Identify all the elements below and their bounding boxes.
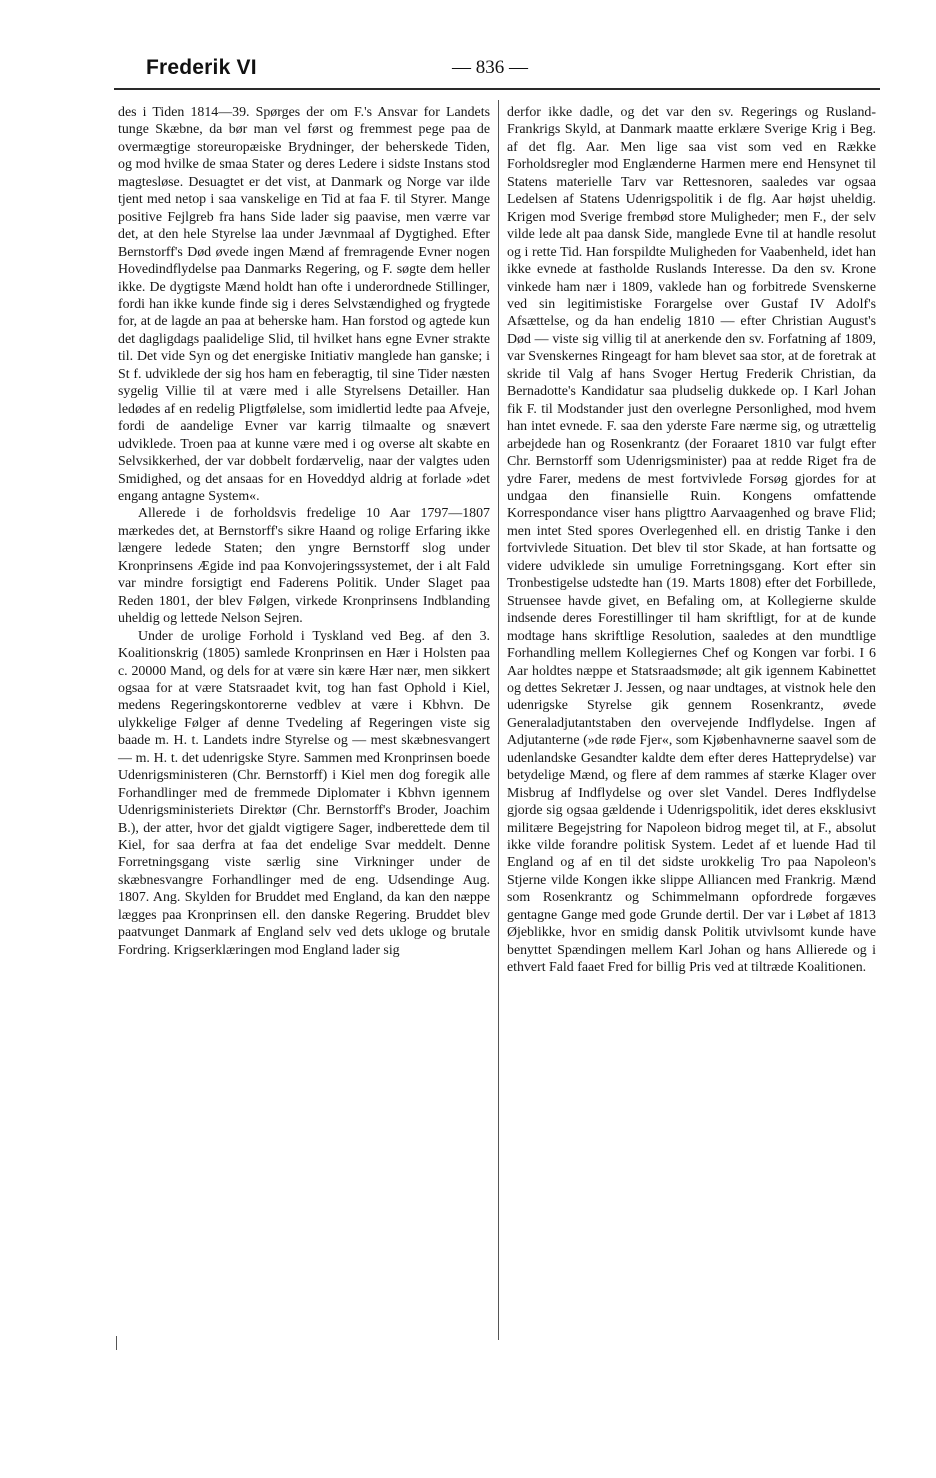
header-rule	[114, 88, 880, 90]
running-header	[0, 56, 936, 86]
paragraph: derfor ikke dadle, og det var den sv. Regerings og Rusland-Frankrigs Skyld, at Danmark maatte erklære Sverige Krig i Beg. af det flg. Aar. Men lige saa vist som ved en Række Forholdsregler mod Englænderne Harmen mere end Hensynet til Statens materielle Tarv var Rettesnoren, saaledes var ogsaa Ledelsen af Statens Udenrigspolitik i de flg. Aar højst uheldig. Krigen mod Sverige frembød store Muligheder; men F., der selv vilde lede alt paa dansk Side, manglede Evne til at handle resolut og i rette Tid. Han forspildte Muligheden for Vaabenheld, idet han ikke evnede at fastholde Ruslands Interesse. Da den sv. Krone vinkede ham nær i 1809, vaklede han og forbitrede Svenskerne ved sin legitimistiske Forargelse over Gustaf IV Adolf's Afsættelse, og da han endelig 1810 — efter Christian August's Død — viste sig villig til at anerkende den sv. Forfatning af 1809, var Svenskernes Ringeagt for ham blevet saa stor, at de foretrak at skride til Valg af hans Svoger Hertug Frederik Christian, da Bernadotte's Kandidatur saa pludselig dukkede op. I Karl Johan fik F. til Modstander just den overlegne Personlighed, mod hvem han intet evnede. F. saa den yderste Fare nærme sig, og utrættelig arbejdede han og Rosenkrantz (der Foraaret 1810 var fulgt efter Chr. Bernstorff som Udenrigsminister) paa at redde Riget fra de ydre Farer, medens de mest fortvivlede Forsøg gjordes for at undgaa den finansielle Ruin. Kongens omfattende Korrespondance viser hans pligttro Aarvaagenhed og brave Flid; men intet Sted spores Overlegenhed ell. en dristig Tanke i den fortvivlede Situation. Det blev til stor Skade, at han fortsatte og videre udviklede sin umulige Forretningsgang. Kort efter sin Tronbestigelse udstedte han (19. Marts 1808) efter det Forbillede, Struensee havde givet, en Befaling om, at Kollegierne skulde indsende deres Forestillinger til ham skriftligt, for at de kunde modtage hans skriftlige Resolution, saaledes at den mundtlige Forhandling mellem Kollegiernes Chef og Kongen var forbi. I 6 Aar holdtes næppe et Statsraadsmøde; alt gik igennem Kabinettet og dettes Sekretær J. Jessen, og naar undtages, at vistnok hele den udenrigske Styrelse gik gennem Rosenkrantz, øvede Generaladjutantstaben den overvejende Indflydelse. Ingen af Adjutanterne (»de røde Fjer«, som Kjøbenhavnerne saavel som de udenlandske Gesandter kaldte dem efter deres Hatteprydelse) var betydelige Mænd, og flere af dem rammes af stærke Klager over Misbrug af Indflydelse og over slet Vandel. Deres Indflydelse gjorde sig ogsaa gældende i Udenrigspolitik, idet deres eksklusivt militære Begejstring for Napoleon bidrog meget til, at F., absolut ikke vilde forandre politisk System. Ledet af et luende Had til England og af en til det sidste urokkelig Tro paa Napoleon's Stjerne vilde Kongen ikke slippe Alliancen med Frankrig. Mænd som Rosenkrantz og Schimmelmann opfordrede forgæves gentagne Gange med gode Grunde dertil. Der var i Løbet af 1813 Øjeblikke, hvor en smidig dansk Politik utvivlsomt kunde have benyttet Spændingen mellem Karl Johan og hans Allierede og i ethvert Fald faaet Fred for billig Pris ved at tiltræde Koalitionen.	[507, 105, 876, 976]
paragraph: des i Tiden 1814—39. Spørges der om F.'s Ansvar for Landets tunge Skæbne, da bør man vel først og fremmest pege paa de overmægtige storeuropæiske Brydninger, der beherskede Tiden, og mod hvilke de smaa Stater og deres Ledere i sidste Instans stod magtesløse. Desuagtet er det vist, at Danmark og Norge var ilde tjent med netop i saa vanskelige en Tid at faa F. til Styrer. Mange positive Fejlgreb fra hans Side lader sig paavise, men værre var det, at den hele Styrelse laa under Jævnmaal af Dygtighed. Efter Bernstorff's Død øvede ingen Mænd af fremragende Evner nogen Hovedindflydelse paa Danmarks Regering, og F. søgte dem heller ikke. De dygtigste Mænd holdt han ofte i underordnede Stillinger, fordi han ikke kunde finde sig i deres Selvstændighed og frygtede for, at de lagde an paa at beherske ham. Han forstod og agtede kun det dagligdags paalidelige Slid, til hvilket hans egne Evner strakte til. Det vide Syn og det energiske Initiativ manglede han ganske; i St f. udviklede der sig hos ham en feberagtig, til sine Tider næsten sygelig Villie til at være med i alle Styrelsens Detailler. Han ledødes af en redelig Pligtfølelse, som imidlertid ledte paa Afveje, fordi de aandelige Evner var karrig tilmaalte og snævert udviklede. Troen paa at kunne være med i og overse alt skabte en Selvsikkerhed, der var dobbelt fordærvelig, naar der valgtes uden Smidighed, og det ansaas for en Hoveddyd aldrig at forlade »det engang antagne System«.	[118, 105, 490, 504]
column-divider	[498, 100, 499, 1340]
header-title: Frederik VI	[146, 56, 257, 79]
paragraph: Allerede i de forholdsvis fredelige 10 Aar 1797—1807 mærkedes det, at Bernstorff's sikre Haand og rolige Erfaring ikke længere ledede Staten; den yngre Bernstorff slog under Kronprinsens Ægide ind paa Konvojeringssystemet, der i alt Fald var mindre forsigtigt end Faderens Politik. Under Slaget paa Reden 1801, der blev Følgen, virkede Kronprinsens Indblanding uheldig og lettede Nelson Sejren.	[118, 506, 490, 627]
paragraph: Under de urolige Forhold i Tyskland ved Beg. af den 3. Koalitionskrig (1805) samlede Kronprinsen en Hær i Holsten paa c. 20000 Mand, og dels for at være sin kære Hær nær, men sikkert ogsaa for at være Statsraadet kvit, tog han fast Ophold i Kiel, medens Regeringskontorerne vedblev at være i Kbhvn. De ulykkelige Følger af denne Tvedeling af Regeringen viste sig baade m. H. t. Landets indre Styrelse og — mest skæbnesvangert — m. H. t. det udenrigske Styre. Sammen med Kronprinsen boede Udenrigsministeren (Chr. Bernstorff) i Kiel men dog foregik alle Forhandlinger med de fremmede Diplomater i Kbhvn igennem Udenrigsministeriets Direktør (Chr. Bernstorff's Broder, Joachim B.), der atter, hvor det gjaldt vigtigere Sager, indberettede dem til Kiel, for saa derfra at faa det endelige Svar meddelt. Denne Forretningsgang viste særlig sine Virkninger under de skæbnesvangre Forhandlinger med de eng. Udsendinge Aug. 1807. Ang. Skylden for Bruddet med England, da kan den næppe lægges paa Kronprinsen ell. den danske Regering. Bruddet blev paatvunget Danmark af England selv ved dets ukloge og brutale Fordring. Krigserklæringen mod England lader sig	[118, 628, 490, 958]
right-column	[507, 104, 876, 977]
page-number: — 836 —	[452, 57, 528, 78]
left-column	[118, 104, 490, 959]
margin-mark	[116, 1336, 117, 1350]
